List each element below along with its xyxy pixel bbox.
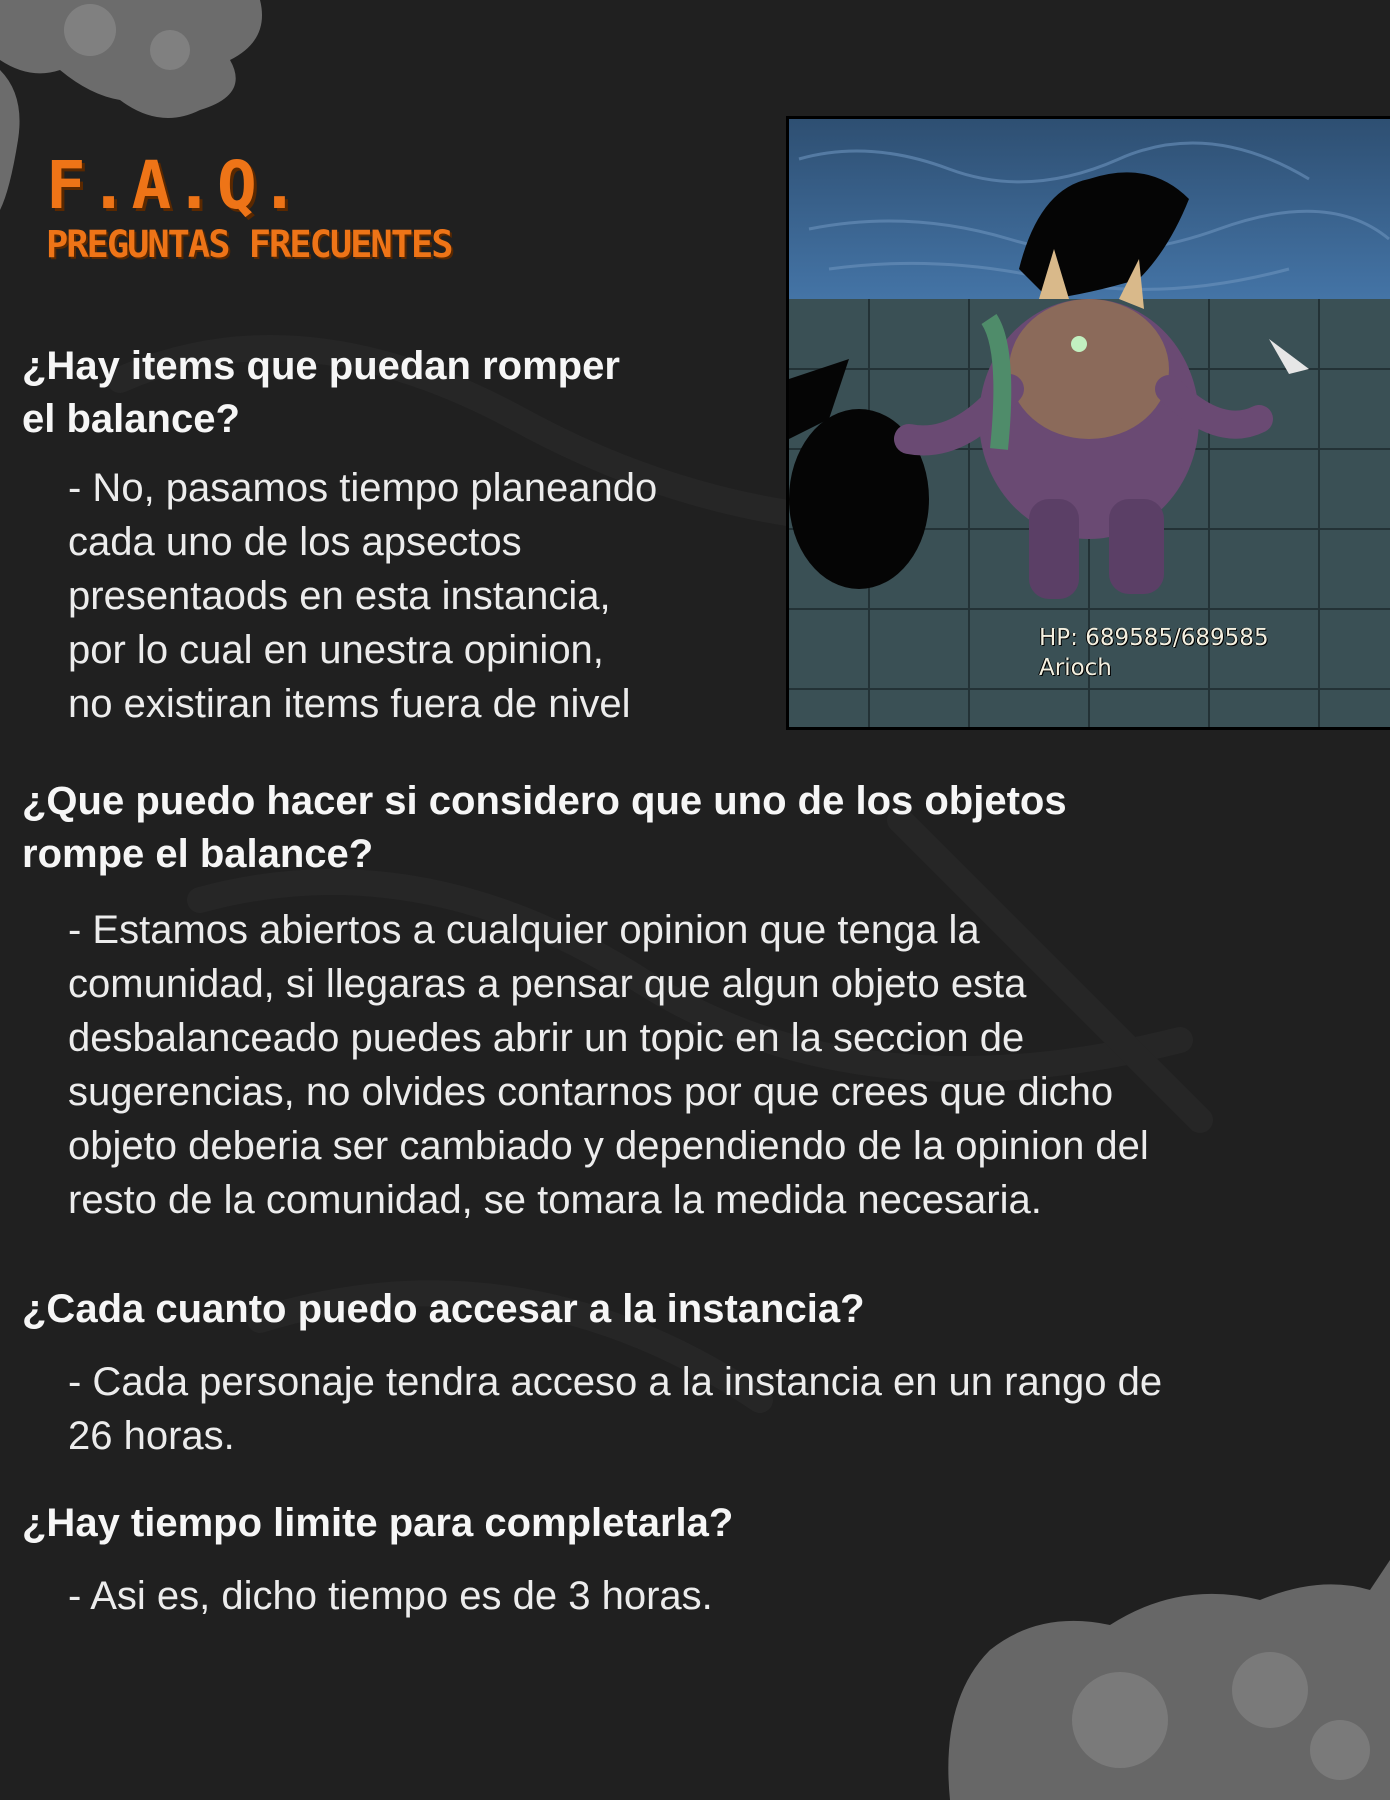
faq-answer-line: - Estamos abiertos a cualquier opinion que tenga la <box>68 908 980 952</box>
faq-answer-line: sugerencias, no olvides contarnos por que crees que dicho <box>68 1070 1114 1114</box>
faq-answer-line: - No, pasamos tiempo planeando <box>68 466 658 510</box>
faq-subtitle: PREGUNTAS FRECUENTES <box>46 223 452 266</box>
faq-answer <box>68 461 657 731</box>
faq-question <box>22 775 1067 881</box>
faq-answer <box>68 903 1149 1227</box>
faq-answer-line: 26 horas. <box>68 1414 235 1458</box>
faq-question <box>22 340 620 446</box>
faq-answer-line: comunidad, si llegaras a pensar que algun objeto esta <box>68 962 1027 1006</box>
faq-question-line: rompe el balance? <box>22 832 374 876</box>
hp-value: HP: 689585/689585 <box>1039 625 1269 651</box>
faq-answer-line: no existiran items fuera de nivel <box>68 682 631 726</box>
boss-hp-label <box>1039 623 1269 683</box>
game-screenshot <box>786 116 1390 730</box>
faq-title: F.A.Q. <box>46 147 303 224</box>
faq-question-line: ¿Que puedo hacer si considero que uno de los objetos <box>22 779 1067 823</box>
faq-answer <box>68 1569 713 1623</box>
faq-answer-line: - Cada personaje tendra acceso a la instancia en un rango de <box>68 1360 1163 1404</box>
faq-answer-line: cada uno de los apsectos <box>68 520 522 564</box>
faq-answer-line: presentaods en esta instancia, <box>68 574 611 618</box>
faq-question-line: ¿Hay tiempo limite para completarla? <box>22 1501 734 1545</box>
faq-answer-line: por lo cual en unestra opinion, <box>68 628 604 672</box>
faq-answer-line: desbalanceado puedes abrir un topic en la seccion de <box>68 1016 1025 1060</box>
faq-answer-line: - Asi es, dicho tiempo es de 3 horas. <box>68 1574 713 1618</box>
faq-question-line: el balance? <box>22 397 240 441</box>
faq-question-line: ¿Cada cuanto puedo accesar a la instancia? <box>22 1287 865 1331</box>
faq-answer-line: objeto deberia ser cambiado y dependiendo de la opinion del <box>68 1124 1149 1168</box>
faq-question <box>22 1497 733 1550</box>
faq-header <box>46 147 452 268</box>
faq-question <box>22 1283 865 1336</box>
faq-answer-line: resto de la comunidad, se tomara la medida necesaria. <box>68 1178 1042 1222</box>
faq-answer <box>68 1355 1162 1463</box>
monster-name: Arioch <box>1039 655 1112 681</box>
faq-question-line: ¿Hay items que puedan romper <box>22 344 620 388</box>
